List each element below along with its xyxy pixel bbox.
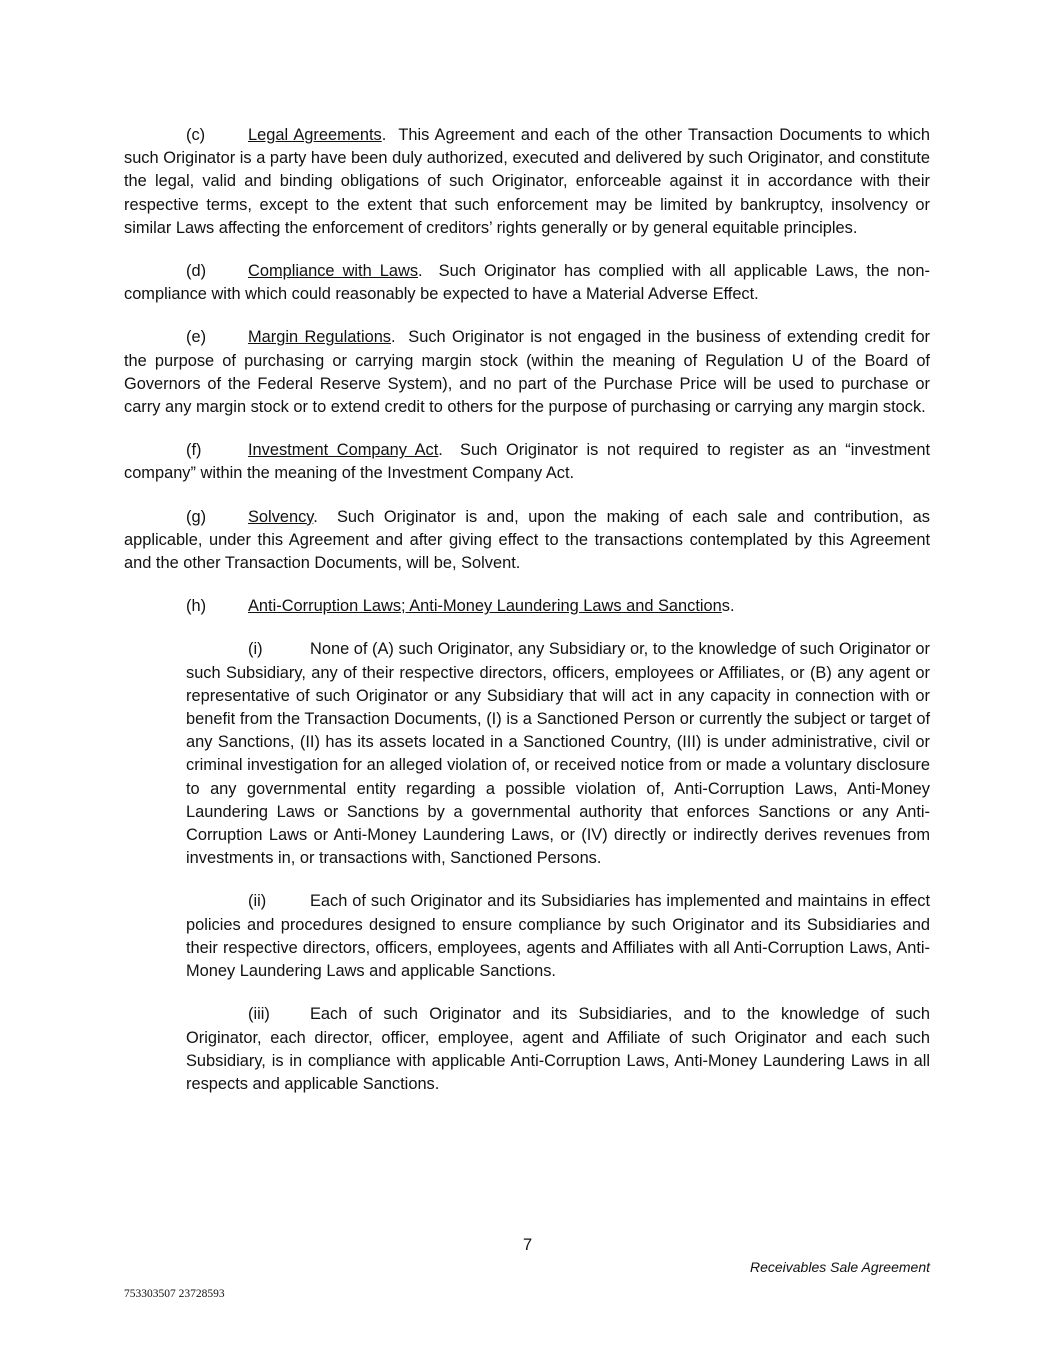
section-heading: Solvency (248, 507, 314, 526)
section-heading: Compliance with Laws (248, 262, 419, 281)
heading-punct: s. (721, 597, 735, 616)
section-f (124, 439, 930, 485)
heading-punct: . (391, 328, 396, 347)
section-d (124, 260, 930, 306)
subsection-iii (186, 1003, 930, 1096)
section-c (124, 124, 930, 240)
document-body (124, 124, 930, 1116)
heading-punct: . (418, 262, 423, 281)
section-heading: Anti-Corruption Laws; Anti-Money Laundering Laws and Sanction (248, 597, 722, 616)
section-text: Such Originator is not required to register as an “investment company” within the meaning of the Investment Company Act. (124, 441, 931, 483)
section-number: (d) (186, 262, 207, 281)
section-text: Such Originator has complied with all applicable Laws, the non-compliance with which could reasonably be expected to have a Material Adverse Effect. (124, 262, 930, 304)
section-e (124, 326, 930, 419)
section-heading: Margin Regulations (248, 328, 392, 347)
subsection-i (186, 638, 930, 870)
section-text: This Agreement and each of the other Transaction Documents to which such Originator is a party have been duly authorized, executed and delivered by such Originator, and constitute the legal, valid and binding obligations of such Originator, enforceable against it in accordance with their respective terms, except to the extent that such enforcement may be limited by bankruptcy, insolvency or similar Laws affecting the enforcement of creditors’ rights generally or by general equitable principles. (124, 126, 931, 237)
subsection-text: None of (A) such Originator, any Subsidiary or, to the knowledge of such Originator or such Subsidiary, any of their respective directors, officers, employees or Affiliates, or (B) any agent or representative of such Originator or any Subsidiary that will act in any capacity in connection with or benefit from the Transaction Documents, (I) is a Sanctioned Person or currently the subject or target of any Sanctions, (II) has its assets located in a Sanctioned Country, (III) is under administrative, civil or criminal investigation for an alleged violation of, or received notice from or made a voluntary disclosure to any governmental entity regarding a possible violation of, Anti-Corruption Laws, Anti-Money Laundering Laws or Sanctions by a governmental authority that enforces Sanctions or any Anti-Corruption Laws or Anti-Money Laundering Laws, or (IV) directly or indirectly derives revenues from investments in, or transactions with, Sanctioned Persons. (186, 640, 930, 868)
section-number: (g) (186, 507, 207, 526)
subsection-ii (186, 890, 930, 983)
subsection-number: (iii) (248, 1005, 270, 1024)
footer-document-title: Receivables Sale Agreement (749, 1259, 930, 1275)
section-number: (h) (186, 597, 207, 616)
heading-punct: . (438, 441, 443, 460)
subsection-text: Each of such Originator and its Subsidiaries has implemented and maintains in effect policies and procedures designed to ensure compliance by such Originator and its Subsidiaries and their respective directors, officers, employees, agents and Affiliates with all Anti-Corruption Laws, Anti-Money Laundering Laws and applicable Sanctions. (186, 892, 930, 981)
section-text: Such Originator is not engaged in the business of extending credit for the purpose of purchasing or carrying margin stock (within the meaning of Regulation U of the Board of Governors of the Federal Reserve System), and no part of the Purchase Price will be used to purchase or carry any margin stock or to extend credit to others for the purpose of purchasing or carrying any margin stock. (124, 328, 931, 417)
heading-punct: . (381, 126, 387, 144)
document-id: 753303507 23728593 (124, 1288, 225, 1300)
subsection-number: (i) (248, 640, 263, 659)
section-number: (e) (186, 328, 207, 347)
section-g (124, 506, 930, 576)
section-heading: Investment Company Act (248, 441, 439, 460)
section-h (124, 595, 930, 618)
section-number: (c) (186, 126, 206, 144)
subsection-number: (ii) (248, 892, 267, 911)
subsection-text: Each of such Originator and its Subsidiaries, and to the knowledge of such Originator, each director, officer, employee, agent and Affiliate of such Originator and each such Subsidiary, is in compliance with applicable Anti-Corruption Laws, Anti-Money Laundering Laws in all respects and applicable Sanctions. (186, 1005, 930, 1093)
page-number: 7 (522, 1236, 533, 1254)
section-heading: Legal Agreements (248, 126, 382, 144)
heading-punct: . (313, 507, 318, 526)
section-text: Such Originator is and, upon the making of each sale and contribution, as applicable, under this Agreement and after giving effect to the transactions contemplated by this Agreement and the other Transaction Documents, will be, Solvent. (124, 507, 930, 573)
section-number: (f) (186, 441, 202, 460)
